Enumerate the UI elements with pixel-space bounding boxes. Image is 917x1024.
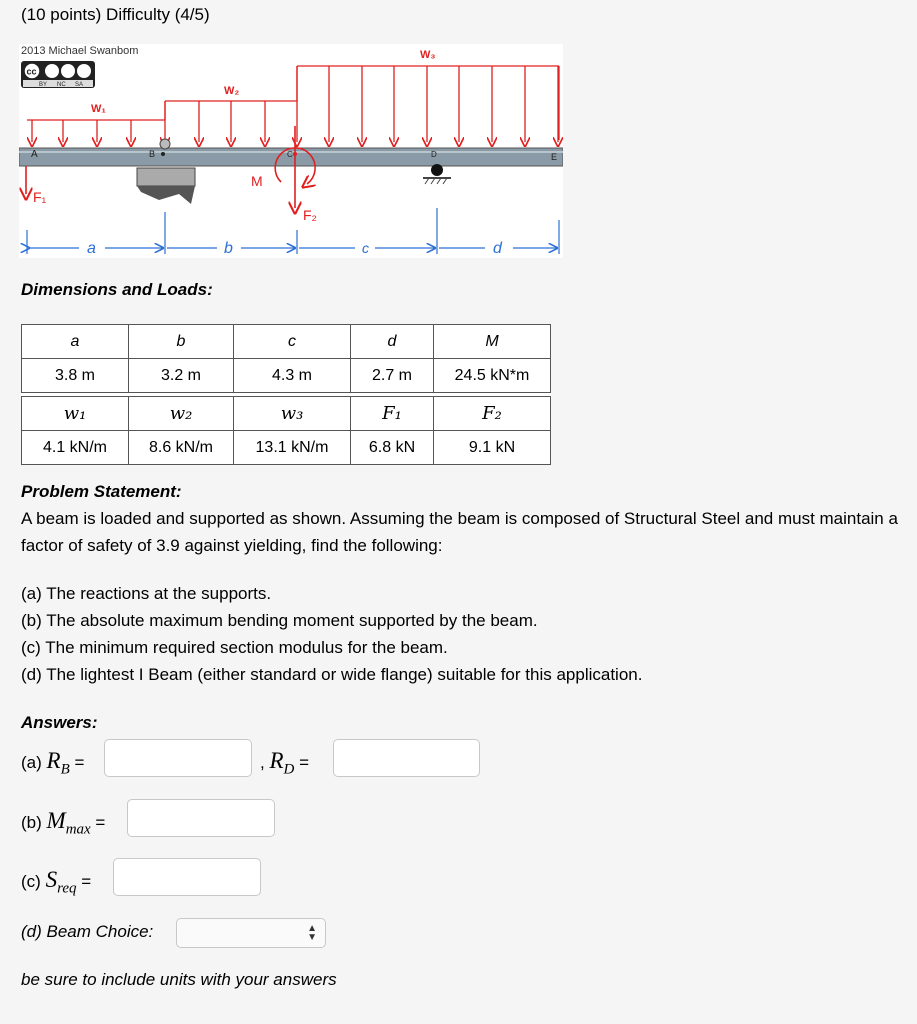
col-w3-header: w₃ xyxy=(234,397,351,431)
dimension-line xyxy=(27,208,559,254)
moment-label: M xyxy=(251,173,263,189)
answer-b-label: (b) $M_{max}$ = xyxy=(21,808,106,838)
problem-header: (10 points) Difficulty (4/5) xyxy=(21,5,210,24)
units-note: be sure to include units with your answers xyxy=(21,970,337,989)
rd-input[interactable] xyxy=(333,739,480,777)
beam-diagram xyxy=(19,44,563,258)
mmax-input[interactable] xyxy=(127,799,275,837)
value-f2: 9.1 kN xyxy=(434,431,551,465)
answers-title: Answers: xyxy=(21,713,98,732)
point-d-label: D xyxy=(431,150,437,159)
distributed-loads xyxy=(27,66,559,140)
col-f1-header: F₁ xyxy=(351,397,434,431)
point-c-label: C xyxy=(287,150,293,159)
w3-label: W₃ xyxy=(420,49,436,61)
value-a: 3.8 m xyxy=(22,359,129,393)
dim-d-label: d xyxy=(493,240,502,257)
f1-label: F₁ xyxy=(33,189,47,205)
beam-choice-select[interactable] xyxy=(176,918,326,948)
problem-title: Problem Statement: xyxy=(21,482,182,501)
col-f2-header: F₂ xyxy=(434,397,551,431)
svg-text:NC: NC xyxy=(57,82,66,88)
question-c: (c) The minimum required section modulus for the beam. xyxy=(21,638,448,657)
col-m-header: M xyxy=(434,325,551,359)
rb-input[interactable] xyxy=(104,739,252,777)
roller-support-d xyxy=(423,164,451,184)
col-c-header: c xyxy=(234,325,351,359)
question-b: (b) The absolute maximum bending moment supported by the beam. xyxy=(21,611,538,630)
question-d: (d) The lightest I Beam (either standard or wide flange) suitable for this application. xyxy=(21,665,643,684)
problem-text: A beam is loaded and supported as shown. Assuming the beam is composed of Structural Steel and must maintain a factor of safety of 3.9 against yielding, find the following: xyxy=(21,509,898,555)
point-e-label: E xyxy=(551,152,558,162)
dim-a-label: a xyxy=(87,240,96,257)
col-w1-header: w₁ xyxy=(22,397,129,431)
svg-text:cc: cc xyxy=(26,66,37,77)
sreq-input[interactable] xyxy=(113,858,261,896)
value-w1: 4.1 kN/m xyxy=(22,431,129,465)
f2-label: F₂ xyxy=(303,207,317,223)
point-b-label: B xyxy=(149,149,156,159)
dim-b-label: b xyxy=(224,240,233,257)
value-w2: 8.6 kN/m xyxy=(129,431,234,465)
value-m: 24.5 kN*m xyxy=(434,359,551,393)
value-c: 4.3 m xyxy=(234,359,351,393)
credit-text: 2013 Michael Swanbom xyxy=(21,45,139,57)
dimensions-table xyxy=(21,324,551,465)
col-a-header: a xyxy=(22,325,129,359)
col-w2-header: w₂ xyxy=(129,397,234,431)
value-d: 2.7 m xyxy=(351,359,434,393)
value-w3: 13.1 kN/m xyxy=(234,431,351,465)
value-f1: 6.8 kN xyxy=(351,431,434,465)
rd-label: , $R_D$ = xyxy=(260,748,310,778)
svg-text:SA: SA xyxy=(75,82,84,88)
answer-a-label: (a) $R_B$ = xyxy=(21,748,85,778)
svg-text:BY: BY xyxy=(39,82,48,88)
w2-label: W₂ xyxy=(224,85,240,97)
cc-license-icon xyxy=(21,61,95,88)
answer-c-label: (c) $S_{req}$ = xyxy=(21,867,92,897)
answer-d-label: (d) Beam Choice: xyxy=(21,922,154,941)
value-b: 3.2 m xyxy=(129,359,234,393)
w1-label: W₁ xyxy=(91,103,106,115)
question-a: (a) The reactions at the supports. xyxy=(21,584,272,603)
dim-c-label: c xyxy=(362,240,369,256)
col-b-header: b xyxy=(129,325,234,359)
col-d-header: d xyxy=(351,325,434,359)
dimensions-title: Dimensions and Loads: xyxy=(21,280,213,299)
point-a-label: A xyxy=(31,149,38,160)
select-arrows-icon: ▲ ▼ xyxy=(307,923,317,943)
